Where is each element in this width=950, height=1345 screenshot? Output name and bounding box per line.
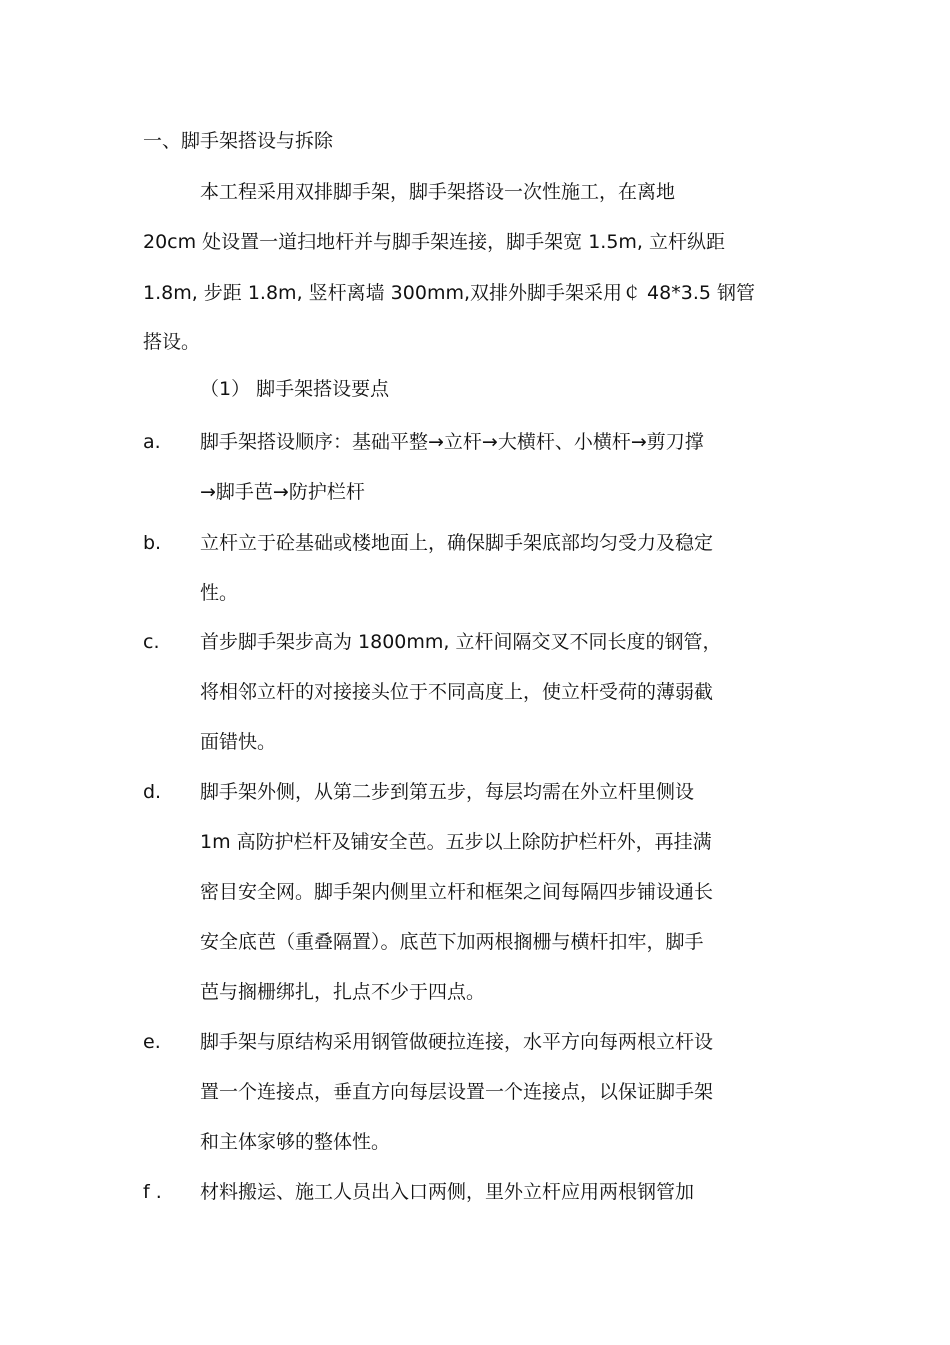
- intro-line-2: 20cm 处设置一道扫地杆并与脚手架连接，脚手架宽 1.5m, 立杆纵距: [143, 231, 726, 253]
- intro-line-3: 1.8m, 步距 1.8m, 竖杆离墙 300mm,双排外脚手架采用￠ 48*3.5 钢管: [143, 282, 755, 304]
- item-marker-c: c.: [143, 631, 160, 653]
- item-marker-b: b.: [143, 532, 162, 554]
- item-marker-e: e.: [143, 1031, 161, 1053]
- item-d-line-5: 芭与搁栅绑扎，扎点不少于四点。: [200, 981, 486, 1003]
- item-a-line-2: →脚手芭→防护栏杆: [200, 481, 365, 503]
- item-marker-a: a.: [143, 431, 161, 453]
- item-d-line-2: 1m 高防护栏杆及铺安全芭。五步以上除防护栏杆外，再挂满: [200, 831, 712, 853]
- item-f-line-1: 材料搬运、施工人员出入口两侧，里外立杆应用两根钢管加: [200, 1181, 695, 1203]
- item-c-line-1: 首步脚手架步高为 1800mm, 立杆间隔交叉不同长度的钢管，: [200, 631, 722, 653]
- item-b-line-2: 性。: [200, 582, 239, 604]
- item-d-line-1: 脚手架外侧，从第二步到第五步，每层均需在外立杆里侧设: [200, 781, 695, 803]
- item-d-line-4: 安全底芭（重叠隔置）。底芭下加两根搁栅与横杆扣牢，脚手: [200, 931, 704, 953]
- item-b-line-1: 立杆立于砼基础或楼地面上，确保脚手架底部均匀受力及稳定: [200, 532, 714, 554]
- item-e-line-1: 脚手架与原结构采用钢管做硬拉连接，水平方向每两根立杆设: [200, 1031, 714, 1053]
- item-e-line-3: 和主体家够的整体性。: [200, 1131, 391, 1153]
- subheading: （1） 脚手架搭设要点: [200, 378, 390, 400]
- item-marker-d: d.: [143, 781, 162, 803]
- item-c-line-2: 将相邻立杆的对接接头位于不同高度上，使立杆受荷的薄弱截: [200, 681, 714, 703]
- intro-line-1: 本工程采用双排脚手架，脚手架搭设一次性施工，在离地: [200, 181, 676, 203]
- item-c-line-3: 面错快。: [200, 731, 277, 753]
- section-heading: 一、脚手架搭设与拆除: [143, 130, 334, 152]
- intro-line-4: 搭设。: [143, 331, 201, 353]
- item-a-line-1: 脚手架搭设顺序：基础平整→立杆→大横杆、小横杆→剪刀撑: [200, 431, 704, 453]
- item-e-line-2: 置一个连接点，垂直方向每层设置一个连接点，以保证脚手架: [200, 1081, 714, 1103]
- item-d-line-3: 密目安全网。脚手架内侧里立杆和框架之间每隔四步铺设通长: [200, 881, 714, 903]
- item-marker-f: f .: [143, 1181, 162, 1203]
